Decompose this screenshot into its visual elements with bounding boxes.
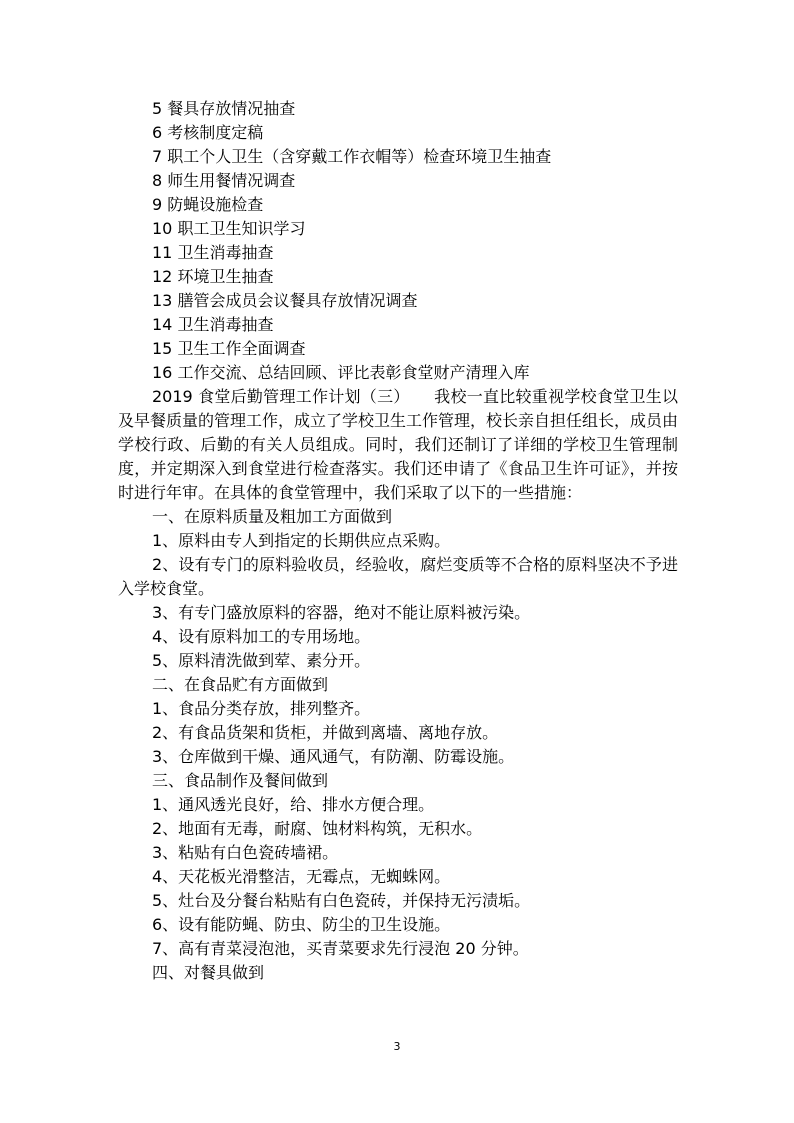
section-item: 1、原料由专人到指定的长期供应点采购。 xyxy=(152,531,451,550)
document-body xyxy=(118,97,678,985)
section-heading: 一、在原料质量及粗加工方面做到 xyxy=(152,507,393,526)
section-item: 3、仓库做到干燥、通风通气，有防潮、防霉设施。 xyxy=(152,747,515,766)
section-heading: 三、食品制作及餐间做到 xyxy=(152,771,329,790)
checklist-item: 8 师生用餐情况调查 xyxy=(152,171,296,190)
section-item: 1、通风透光良好，给、排水方便合理。 xyxy=(152,795,435,814)
checklist-item: 14 卫生消毒抽查 xyxy=(152,315,274,334)
section-item: 5、灶台及分餐台粘贴有白色瓷砖，并保持无污渍垢。 xyxy=(152,891,531,910)
page-number: 3 xyxy=(393,1040,401,1053)
section-item: 6、设有能防蝇、防虫、防尘的卫生设施。 xyxy=(152,915,451,934)
section-item: 7、高有青菜浸泡池，买青菜要求先行浸泡 20 分钟。 xyxy=(152,939,529,958)
checklist-item: 15 卫生工作全面调查 xyxy=(152,339,306,358)
checklist-item: 5 餐具存放情况抽查 xyxy=(152,99,296,118)
section-heading: 二、在食品贮有方面做到 xyxy=(152,675,329,694)
section-heading: 四、对餐具做到 xyxy=(152,963,265,982)
checklist-item: 12 环境卫生抽查 xyxy=(152,267,274,286)
section-item: 3、粘贴有白色瓷砖墙裙。 xyxy=(152,843,339,862)
checklist xyxy=(118,97,678,385)
section-item: 3、有专门盛放原料的容器，绝对不能让原料被污染。 xyxy=(152,603,531,622)
checklist-item: 7 职工个人卫生（含穿戴工作衣帽等）检查环境卫生抽查 xyxy=(152,147,552,166)
section-item: 1、食品分类存放，排列整齐。 xyxy=(152,699,371,718)
intro-paragraph: 2019 食堂后勤管理工作计划（三） 我校一直比较重视学校食堂卫生以及早餐质量的管理工作，成立了学校卫生工作管理，校长亲自担任组长，成员由学校行政、后勤的有关人员组成。同时，我们还制订了详细的学校卫生管理制度，并定期深入到食堂进行检查落实。我们还申请了《食品卫生许可证》，并按时进行年审。在具体的食堂管理中，我们采取了以下的一些措施： xyxy=(118,387,679,502)
checklist-item: 9 防蝇设施检查 xyxy=(152,195,264,214)
section-item: 4、设有原料加工的专用场地。 xyxy=(152,627,371,646)
checklist-item: 11 卫生消毒抽查 xyxy=(152,243,274,262)
section-item: 2、设有专门的原料验收员，经验收，腐烂变质等不合格的原料坚决不予进入学校食堂。 xyxy=(118,555,678,598)
section-item: 4、天花板光滑整洁，无霉点，无蜘蛛网。 xyxy=(152,867,451,886)
section-item: 2、有食品货架和货柜，并做到离墙、离地存放。 xyxy=(152,723,499,742)
checklist-item: 10 职工卫生知识学习 xyxy=(152,219,306,238)
checklist-item: 6 考核制度定稿 xyxy=(152,123,264,142)
checklist-item: 13 膳管会成员会议餐具存放情况调查 xyxy=(152,291,418,310)
checklist-item: 16 工作交流、总结回顾、评比表彰食堂财产清理入库 xyxy=(152,363,530,382)
section-item: 5、原料清洗做到荤、素分开。 xyxy=(152,651,371,670)
section-item: 2、地面有无毒，耐腐、蚀材料构筑，无积水。 xyxy=(152,819,483,838)
